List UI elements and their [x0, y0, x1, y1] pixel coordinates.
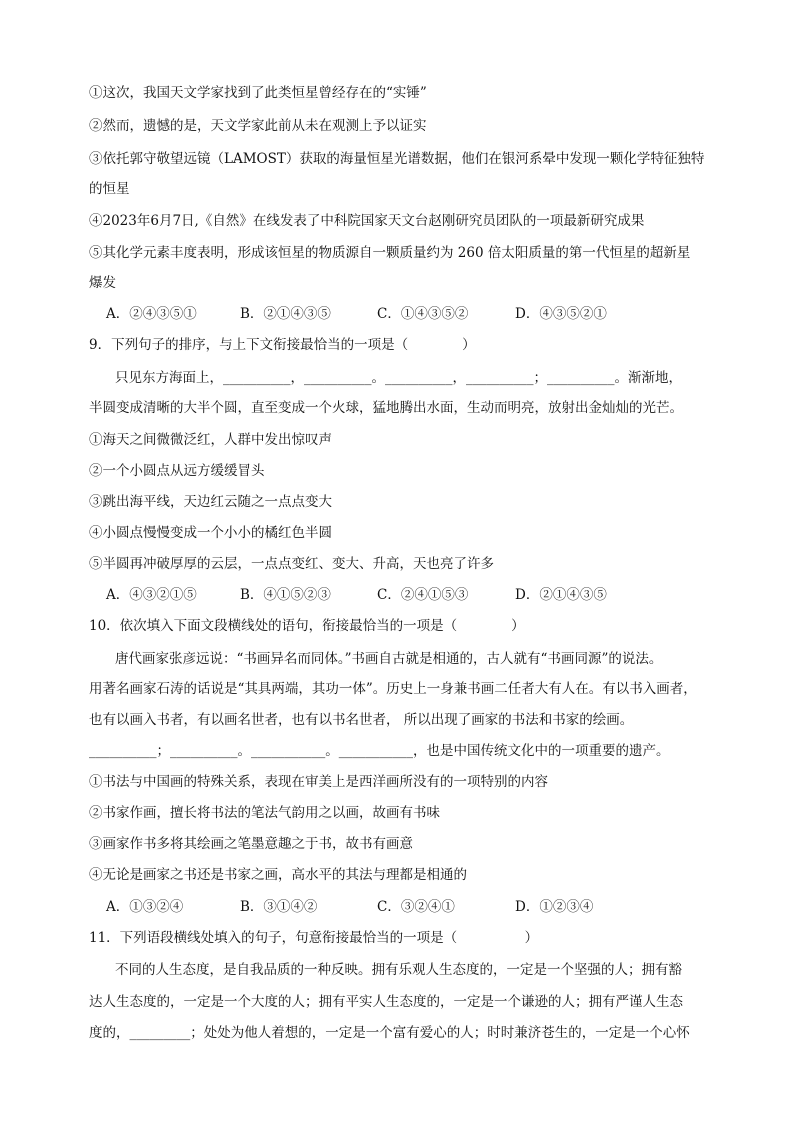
sentence-item: ①书法与中国画的特殊关系，表现在审美上是西洋画所没有的一项特别的内容 — [89, 774, 548, 790]
sentence-item: ④2023年6月7日,《自然》在线发表了中科院国家天文台赵刚研究员团队的一项最新研究成果 — [89, 213, 645, 229]
passage-line: 也有以画入书者，有以画名世者，也有以书名世者， 所以出现了画家的书法和书家的绘画。 — [89, 712, 634, 728]
answer-options — [106, 895, 593, 915]
option-c[interactable]: C．②④①⑤③ — [377, 587, 469, 603]
sentence-item: ④无论是画家之书还是书家之画，高水平的其法与理都是相通的 — [89, 867, 467, 883]
sentence-item: ③画家作书多将其绘画之笔墨意趣之于书，故书有画意 — [89, 836, 413, 852]
sentence-item: ①海天之间微微泛红，人群中发出惊叹声 — [89, 432, 332, 448]
sentence-item: ④小圆点慢慢变成一个小小的橘红色半圆 — [89, 525, 332, 541]
sentence-item-continued: 的恒星 — [89, 181, 130, 197]
option-a[interactable]: A．④③②①⑤ — [106, 587, 197, 603]
passage-line: 只见东方海面上，__________，__________。__________，__________；__________。渐渐地， — [115, 370, 682, 386]
option-d[interactable]: D．②①④③⑤ — [515, 587, 607, 603]
passage-line: 达人生态度的，一定是一个大度的人；拥有平实人生态度的，一定是一个谦逊的人；拥有严谨人生态 — [89, 994, 683, 1010]
option-a[interactable]: A．②④③⑤① — [106, 306, 197, 322]
question-stem: 11．下列语段横线处填入的句子，句意衔接最恰当的一项是（ ） — [89, 930, 539, 946]
passage-line: 不同的人生态度，是自我品质的一种反映。拥有乐观人生态度的，一定是一个坚强的人；拥有豁 — [115, 962, 682, 978]
option-d[interactable]: D．④③⑤②① — [515, 306, 607, 322]
option-b[interactable]: B．②①④③⑤ — [240, 306, 331, 322]
sentence-item: ①这次，我国天文学家找到了此类恒星曾经存在的“实锤” — [89, 85, 427, 101]
question-stem: 9．下列句子的排序，与上下文衔接最恰当的一项是（ ） — [89, 337, 476, 353]
option-b[interactable]: B．③①④② — [240, 899, 318, 915]
sentence-item: ⑤其化学元素丰度表明，形成该恒星的物质源自一颗质量约为 260 倍太阳质量的第一代恒星的超新星 — [89, 245, 691, 261]
sentence-item: ②然而，遗憾的是，天文学家此前从未在观测上予以证实 — [89, 118, 427, 134]
sentence-item: ③依托郭守敬望远镜（LAMOST）获取的海量恒星光谱数据，他们在银河系晕中发现一颗化学特征独特 — [89, 151, 705, 167]
passage-line: __________；__________。___________。___________，也是中国传统文化中的一项重要的遗产。 — [89, 743, 670, 759]
passage-line: 度的，_________；处处为他人着想的，一定是一个富有爱心的人；时时兼济苍生的，一定是一个心怀 — [89, 1025, 690, 1041]
passage-line: 半圆变成清晰的大半个圆，直至变成一个火球，猛地腾出水面，生动而明亮，放射出金灿灿的光芒。 — [89, 400, 683, 416]
option-b[interactable]: B．④①⑤②③ — [240, 587, 331, 603]
answer-options — [106, 583, 607, 603]
question-stem: 10．依次填入下面文段横线处的语句，衔接最恰当的一项是（ ） — [89, 618, 525, 634]
sentence-item: ②书家作画，擅长将书法的笔法气韵用之以画，故画有书味 — [89, 805, 440, 821]
option-c[interactable]: C．①④③⑤② — [377, 306, 469, 322]
option-a[interactable]: A．①③②④ — [106, 899, 184, 915]
sentence-item: ③跳出海平线，天边红云随之一点点变大 — [89, 494, 332, 510]
sentence-item-continued: 爆发 — [89, 275, 116, 291]
option-c[interactable]: C．③②④① — [377, 899, 455, 915]
passage-line: 唐代画家张彦远说：“书画异名而同体。”书画自古就是相通的，古人就有“书画同源”的说法。 — [115, 651, 663, 667]
option-d[interactable]: D．①②③④ — [515, 899, 594, 915]
sentence-item: ⑤半圆再冲破厚厚的云层，一点点变红、变大、升高，天也亮了许多 — [89, 556, 494, 572]
passage-line: 用著名画家石涛的话说是“其具两端，其功一体”。历史上一身兼书画二任者大有人在。有以书入画者， — [89, 681, 697, 697]
answer-options — [106, 302, 607, 322]
sentence-item: ②一个小圆点从远方缓缓冒头 — [89, 463, 265, 479]
